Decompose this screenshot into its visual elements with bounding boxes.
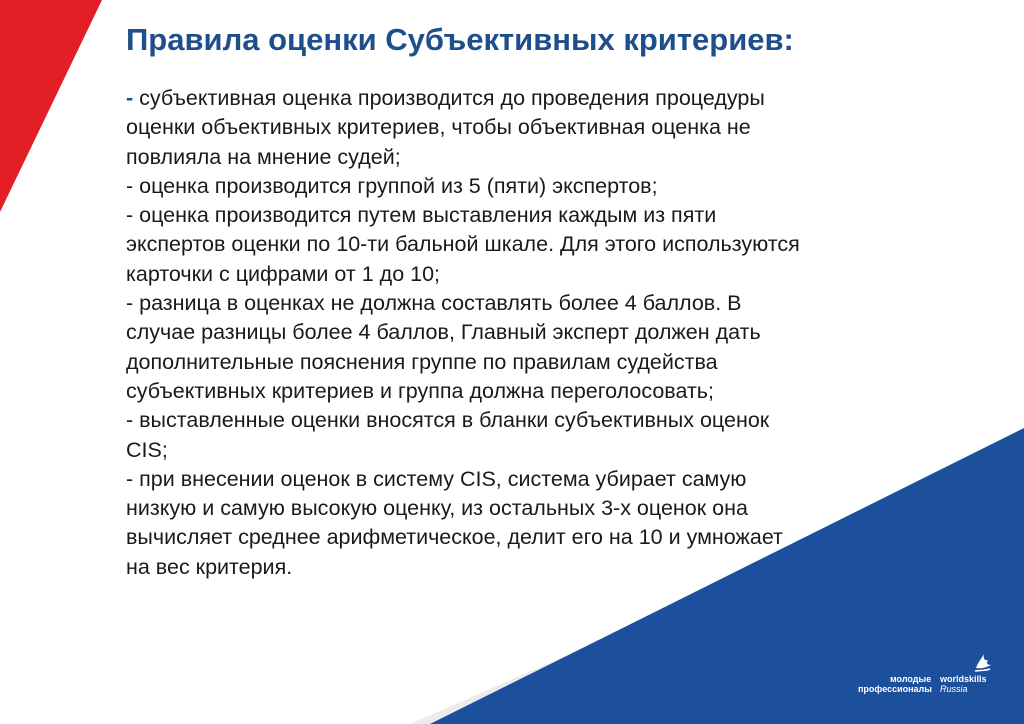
logo-brand — [940, 674, 987, 694]
logo-brand-2: Russia — [940, 684, 968, 694]
rules-line-text: субъективная оценка производится до проведения процедуры — [133, 86, 765, 110]
worldskills-logo — [858, 652, 998, 698]
rules-line: - выставленные оценки вносятся в бланки субъективных оценок — [126, 408, 770, 433]
rules-line: дополнительные пояснения группе по правилам судейства — [126, 349, 718, 374]
logo-line-1: молодые — [890, 674, 932, 684]
rules-line: оценки объективных критериев, чтобы объективная оценка не — [126, 115, 751, 140]
logo-brand-1: worldskills — [940, 674, 987, 684]
rules-line: повлияла на мнение судей; — [126, 144, 401, 169]
rules-line: субъективных критериев и группа должна переголосовать; — [126, 378, 714, 403]
rules-line: случае разницы более 4 баллов, Главный эксперт должен дать — [126, 320, 761, 345]
rules-line: - при внесении оценок в систему CIS, система убирает самую — [126, 466, 747, 491]
rules-line: на вес критерия. — [126, 554, 293, 579]
logo-line-2: профессионалы — [858, 684, 932, 694]
worldskills-mark-icon — [972, 652, 994, 674]
rules-line: - разница в оценках не должна составлять более 4 баллов. В — [126, 291, 742, 316]
logo-caption — [858, 674, 932, 694]
rules-line: карточки с цифрами от 1 до 10; — [126, 261, 441, 286]
rules-line: - оценка производится путем выставления каждым из пяти — [126, 203, 717, 228]
rules-line — [126, 84, 906, 113]
rules-line: экспертов оценки по 10-ти бальной шкале. Для этого используются — [126, 232, 800, 257]
lead-dash: - — [126, 86, 134, 110]
rules-body — [126, 84, 906, 582]
rules-line: вычисляет среднее арифметическое, делит его на 10 и умножает — [126, 525, 783, 550]
rules-line: CIS; — [126, 437, 168, 462]
slide-title: Правила оценки Субъективных критериев: — [126, 22, 794, 57]
rules-line: - оценка производится группой из 5 (пяти) экспертов; — [126, 173, 658, 198]
red-corner-stripe — [0, 0, 102, 212]
rules-line: низкую и самую высокую оценку, из остальных 3-х оценок она — [126, 496, 748, 521]
